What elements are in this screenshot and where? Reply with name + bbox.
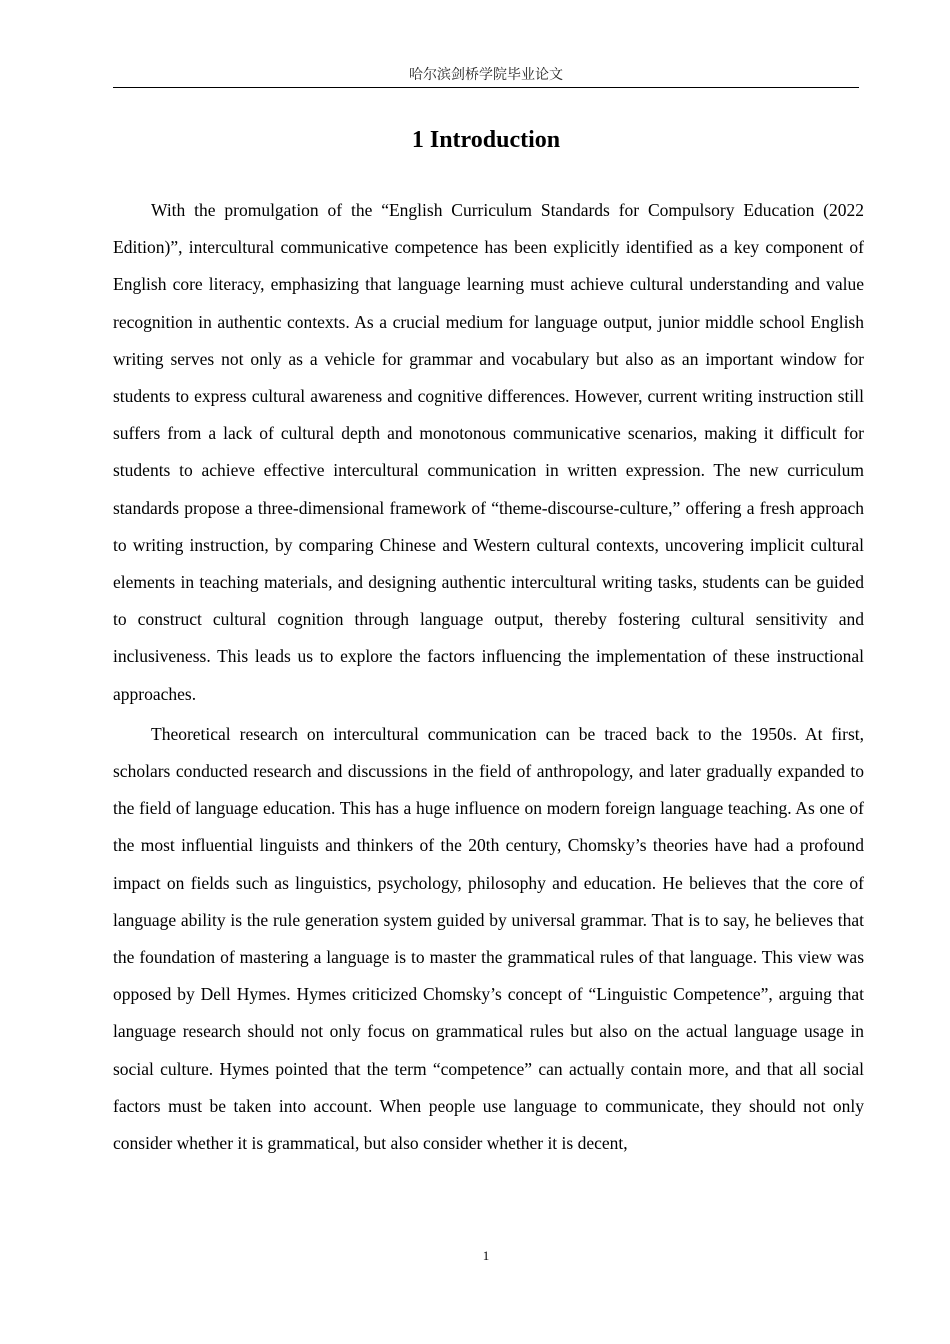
page-number: 1 bbox=[482, 1248, 490, 1263]
paragraph-1: With the promulgation of the “English Curriculum Standards for Compulsory Education (2022 Edition)”, intercultural communicative competence has been explicitly identified as a key component of English core literacy, emphasizing that language learning must achieve cultural understanding and value recognition in authentic contexts. As a crucial medium for language output, junior middle school English writing serves not only as a vehicle for grammar and vocabulary but also as an important window for students to express cultural awareness and cognitive differences. However, current writing instruction still suffers from a lack of cultural depth and monotonous communicative scenarios, making it difficult for students to achieve effective intercultural communication in written expression. The new curriculum standards propose a three-dimensional framework of “theme-discourse-culture,” offering a fresh approach to writing instruction, by comparing Chinese and Western cultural contexts, uncovering implicit cultural elements in teaching materials, and designing authentic intercultural writing tasks, students can be guided to construct cultural cognition through language output, thereby fostering cultural sensitivity and inclusiveness. This leads us to explore the factors influencing the implementation of these instructional approaches. bbox=[113, 200, 864, 704]
body-text bbox=[113, 192, 864, 1165]
paragraph-2: Theoretical research on intercultural communication can be traced back to the 1950s. At first, scholars conducted research and discussions in the field of anthropology, and later gradually expanded to the field of language education. This has a huge influence on modern foreign language teaching. As one of the most influential linguists and thinkers of the 20th century, Chomsky’s theories have had a profound impact on fields such as linguistics, psychology, philosophy and education. He believes that the core of language ability is the rule generation system guided by universal grammar. That is to say, he believes that the foundation of mastering a language is to master the grammatical rules of that language. This view was opposed by Dell Hymes. Hymes criticized Chomsky’s concept of “Linguistic Competence”, arguing that language research should not only focus on grammatical rules but also on the actual language usage in social culture. Hymes pointed that the term “competence” can actually contain more, and that all social factors must be taken into account. When people use language to communicate, they should not only consider whether it is grammatical, but also consider whether it is decent, bbox=[113, 723, 864, 1154]
chapter-title: 1 Introduction bbox=[411, 127, 561, 153]
running-header: 哈尔滨剑桥学院毕业论文 bbox=[409, 67, 563, 83]
header-divider bbox=[113, 87, 859, 88]
